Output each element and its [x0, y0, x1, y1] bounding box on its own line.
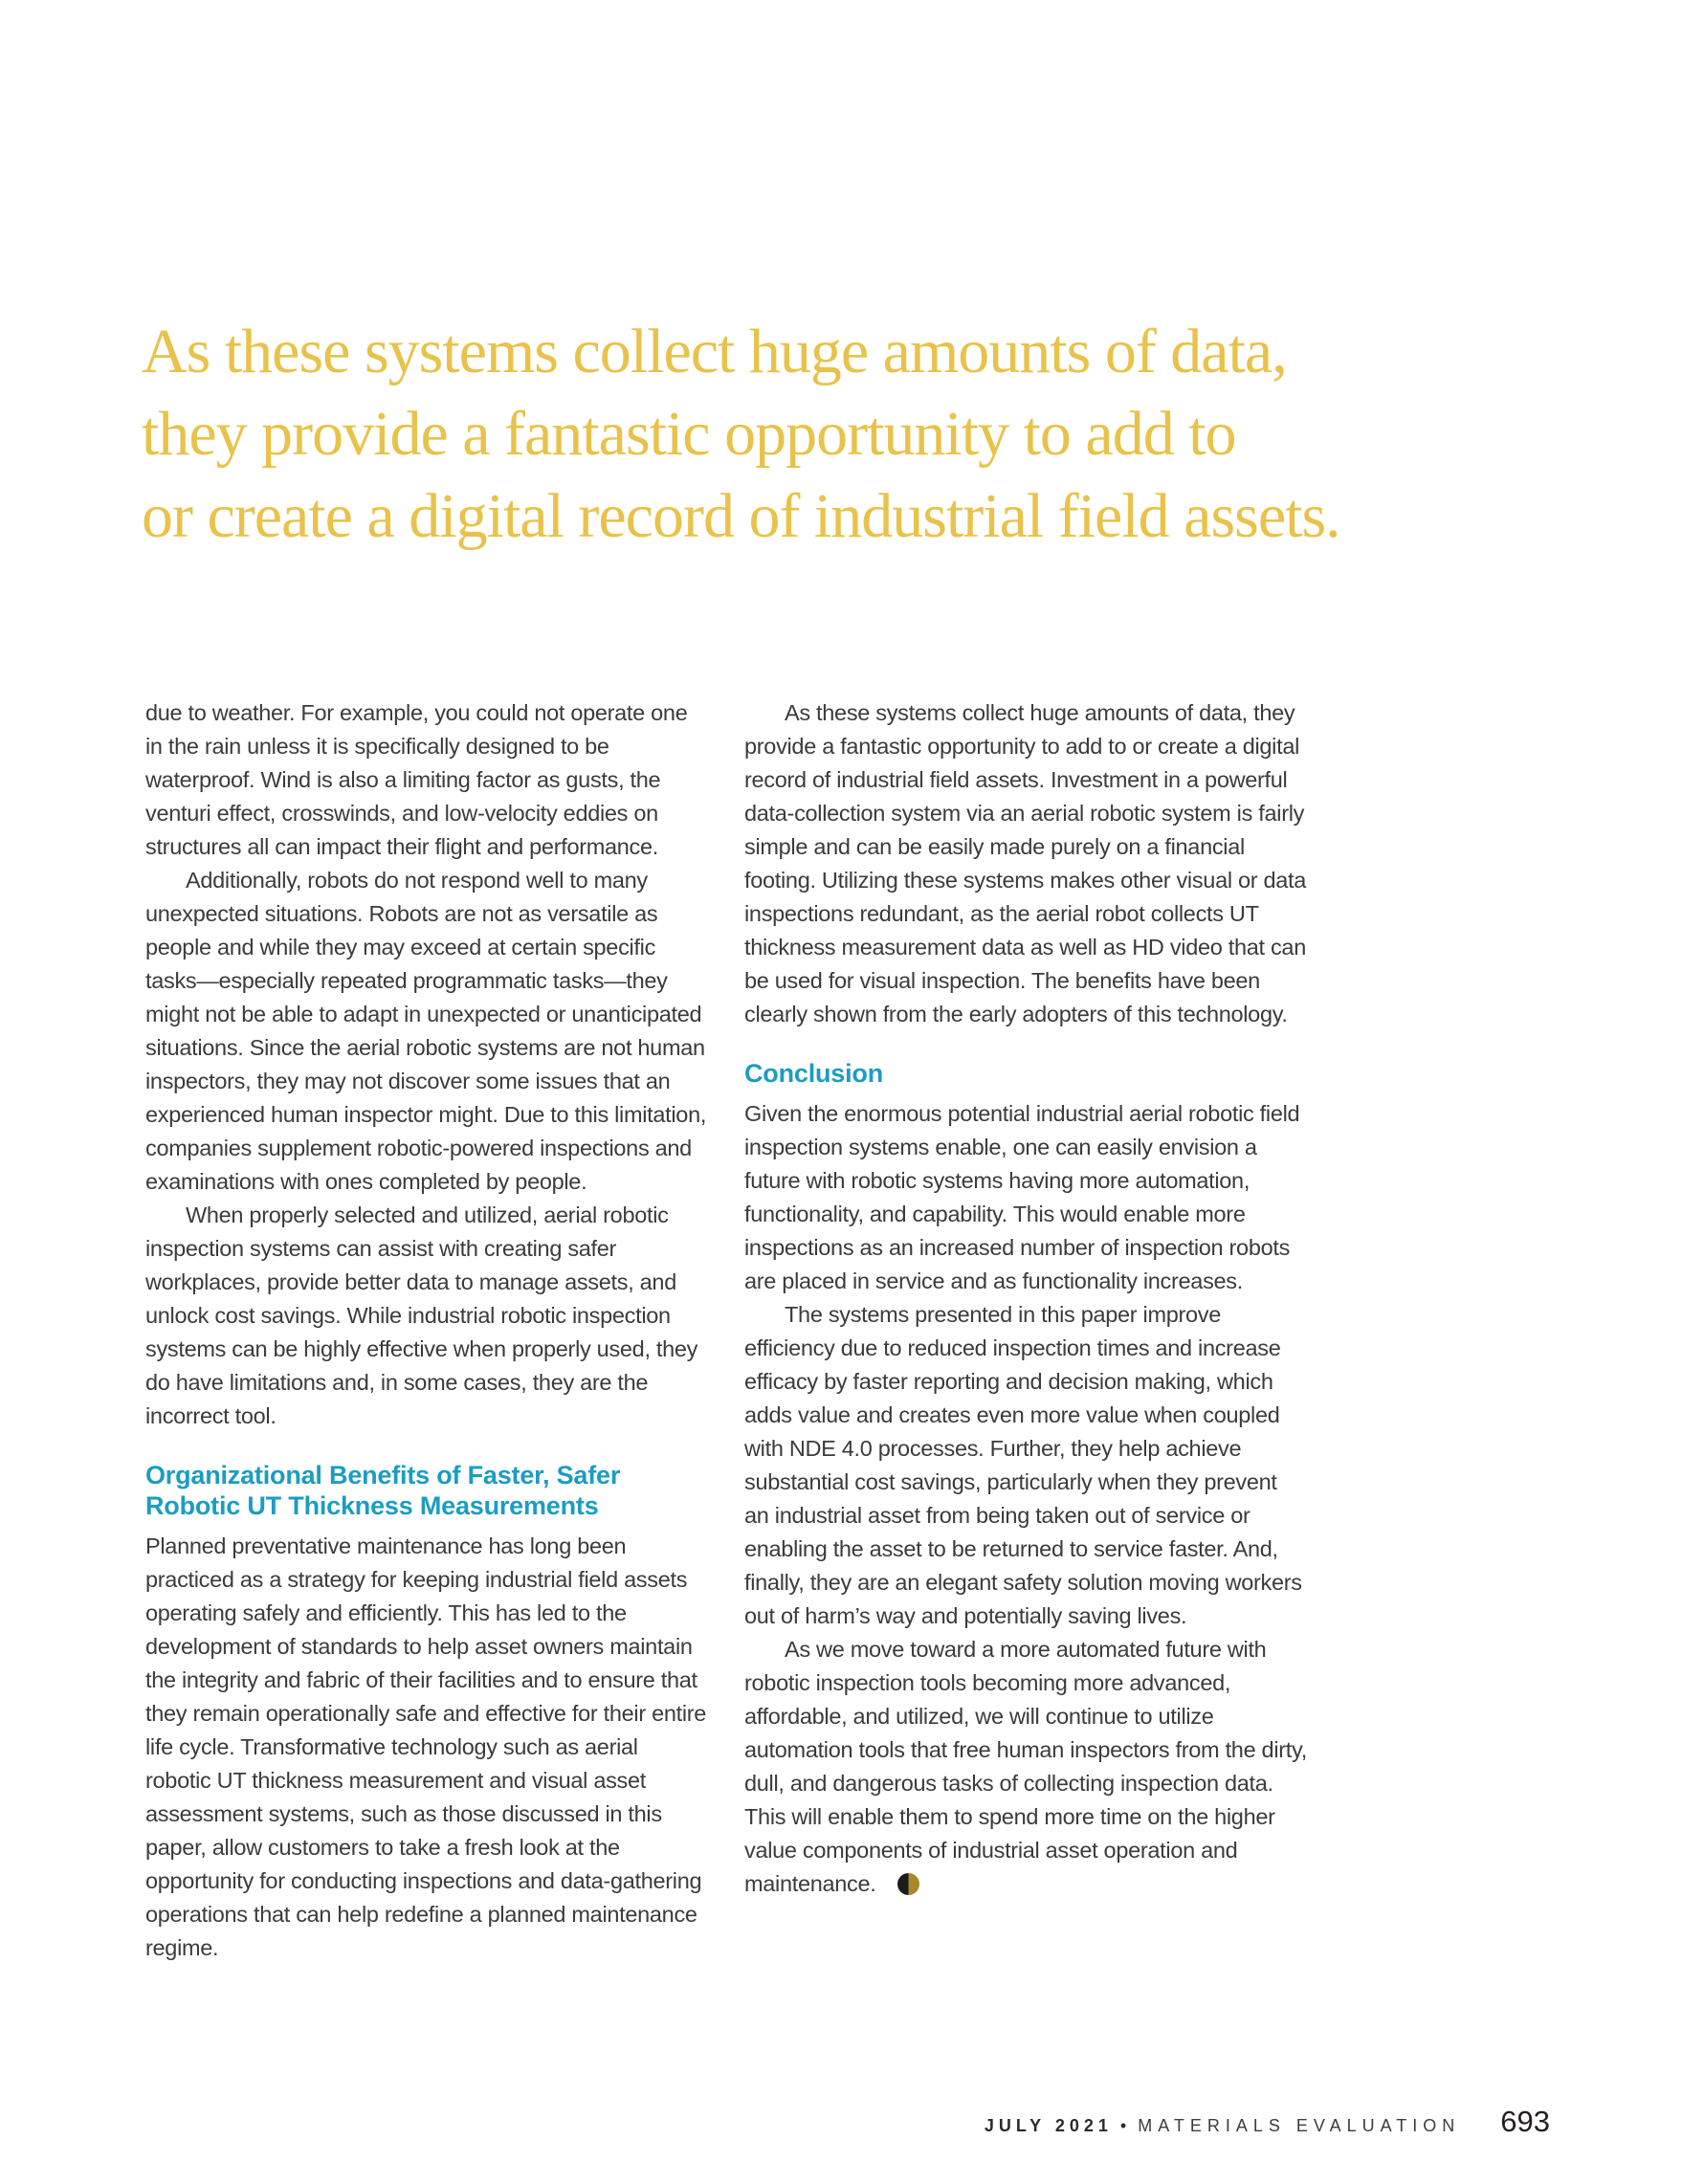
section-heading-line: Robotic UT Thickness Measurements	[145, 1491, 599, 1520]
section-heading-organizational-benefits	[145, 1460, 708, 1521]
article-end-mark-icon	[897, 1873, 919, 1895]
pull-quote-line: they provide a fantastic opportunity to add to	[142, 399, 1236, 469]
footer-page-number: 693	[1500, 2105, 1550, 2138]
paragraph-proper-selection: When properly selected and utilized, aerial robotic inspection systems can assist with creating safer workplaces, provide better data to manage assets, and unlock cost savings. While industrial robotic inspection systems can be highly effective when properly used, they do have limitations and, in some cases, they are the incorrect tool.	[145, 1202, 698, 1428]
footer-issue-date: JULY 2021	[984, 2116, 1113, 2135]
footer-magazine-title: MATERIALS EVALUATION	[1138, 2116, 1461, 2135]
page-footer	[985, 2105, 1550, 2139]
paragraph-text: As we move toward a more automated future with robotic inspection tools becoming more advanced, affordable, and utilized, we will continue to utilize automation tools that free human inspectors from the dirty, dull, and dangerous tasks of collecting inspection data. This will enable them to spend more time on the higher value components of industrial asset operation and maintenance.	[744, 1637, 1307, 1896]
right-column	[744, 696, 1307, 1901]
pull-quote-line: or create a digital record of industrial field assets.	[142, 481, 1340, 551]
footer-bullet-separator-icon: •	[1119, 2116, 1127, 2135]
left-column	[145, 696, 708, 1965]
paragraph-automated-future	[744, 1633, 1307, 1901]
section-heading-line: Organizational Benefits of Faster, Safer	[145, 1461, 621, 1489]
paragraph-conclusion-potential: Given the enormous potential industrial aerial robotic field inspection systems enable, one can easily envision a future with robotic systems having more automation, functionality, and capability. This would enable more inspections as an increased number of inspection robots are placed in service and as functionality increases.	[744, 1101, 1300, 1293]
paragraph-weather-limitations: due to weather. For example, you could not operate one in the rain unless it is specifically designed to be waterproof. Wind is also a limiting factor as gusts, the venturi effect, crosswinds, and low-velocity eddies on structures all can impact their flight and performance.	[145, 700, 688, 859]
paragraph-robot-limitations: Additionally, robots do not respond well to many unexpected situations. Robots are not as versatile as people and while they may exceed at certain specific tasks—especially repeated programmatic tasks—they might not be able to adapt in unexpected or unanticipated situations. Since the aerial robotic systems are not human inspectors, they may not discover some issues that an experienced human inspector might. Due to this limitation, companies supplement robotic-powered inspections and examinations with ones completed by people.	[145, 868, 707, 1194]
paragraph-efficiency-savings: The systems presented in this paper improve efficiency due to reduced inspection times and increase efficacy by faster reporting and decision making, which adds value and creates even more value when coupled with NDE 4.0 processes. Further, they help achieve substantial cost savings, particularly when they prevent an industrial asset from being taken out of service or enabling the asset to be returned to service faster. And, finally, they are an elegant safety solution moving workers out of harm’s way and potentially saving lives.	[744, 1302, 1302, 1628]
pull-quote	[142, 311, 1340, 558]
section-heading-conclusion: Conclusion	[744, 1059, 883, 1088]
paragraph-digital-record: As these systems collect huge amounts of data, they provide a fantastic opportunity to add to or create a digital record of industrial field assets. Investment in a powerful data-collection system via an aerial robotic system is fairly simple and can be easily made purely on a financial footing. Utilizing these systems makes other visual or data inspections redundant, as the aerial robot collects UT thickness measurement data as well as HD video that can be used for visual inspection. The benefits have been clearly shown from the early adopters of this technology.	[744, 700, 1307, 1026]
paragraph-planned-maintenance: Planned preventative maintenance has long been practiced as a strategy for keeping industrial field assets operating safely and efficiently. This has led to the development of standards to help asset owners maintain the integrity and fabric of their facilities and to ensure that they remain operationally safe and effective for their entire life cycle. Transformative technology such as aerial robotic UT thickness measurement and visual asset assessment systems, such as those discussed in this paper, allow customers to take a fresh look at the opportunity for conducting inspections and data-gathering operations that can help redefine a planned maintenance regime.	[145, 1533, 707, 1960]
pull-quote-line: As these systems collect huge amounts of data,	[142, 317, 1287, 386]
